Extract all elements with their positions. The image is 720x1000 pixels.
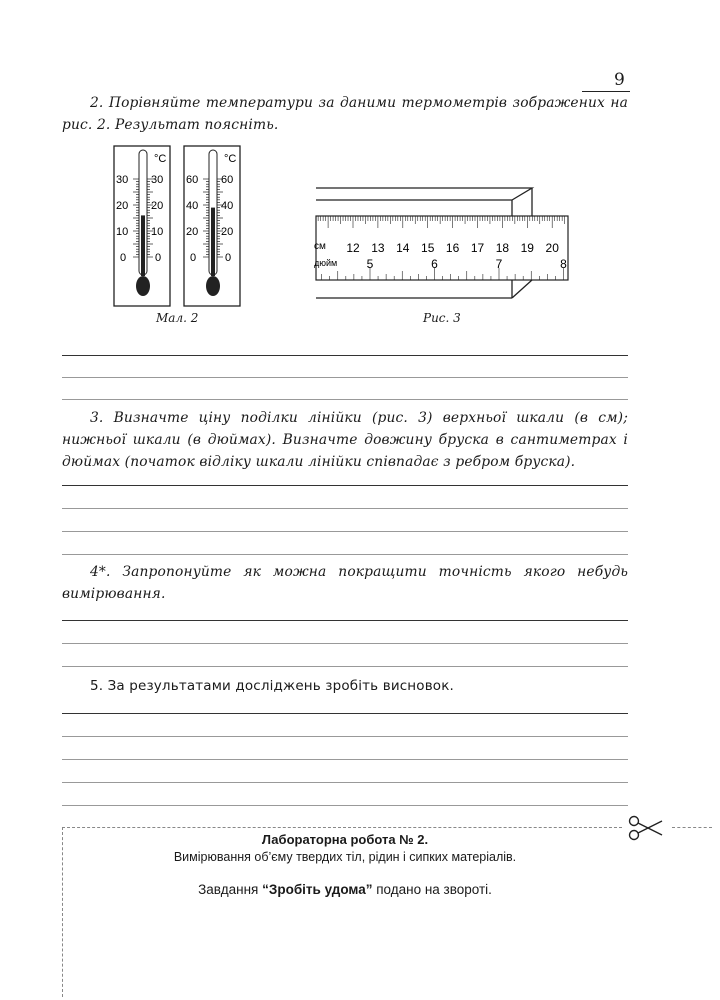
thermometer-1-bulb (136, 276, 150, 296)
answer-line (62, 377, 628, 378)
thermometer-1-liquid (141, 215, 145, 276)
thermometer-2-tick-left-0: 0 (190, 252, 197, 264)
cut-line (62, 827, 622, 828)
thermometer-2-unit: °C (224, 153, 237, 165)
thermometer-2-tick-right-60: 60 (221, 174, 234, 186)
answer-line (62, 759, 628, 760)
cm-label: 14 (396, 241, 410, 255)
lab-subtitle: Вимірювання об’єму твердих тіл, рідин і сипких матеріалів. (173, 850, 517, 864)
answer-line (62, 531, 628, 532)
inch-scale-label: дюйм (314, 258, 338, 268)
thermometer-1-unit: °C (154, 153, 167, 165)
thermometer-1 (114, 146, 170, 306)
thermometer-1-tick-right-30: 30 (151, 174, 164, 186)
thermometer-2-bulb (206, 276, 220, 296)
answer-line (62, 805, 628, 806)
answer-line (62, 643, 628, 644)
cm-label: 17 (470, 241, 485, 255)
task-2-text: 2. Порівняйте температури за даними термометрів зображених на рис. 2. Результат поясніть. (62, 95, 628, 133)
thermometer-2-tick-right-40: 40 (221, 200, 234, 212)
thermometer-2 (184, 146, 240, 306)
answer-line (62, 736, 628, 737)
answer-line (62, 508, 628, 509)
figure-3-caption: Рис. 3 (423, 311, 461, 325)
cm-label: 13 (371, 241, 385, 255)
cm-label: 15 (421, 241, 435, 255)
thermometer-1-tick-left-0: 0 (120, 252, 127, 264)
cm-label: 20 (545, 241, 559, 255)
lab-title: Лабораторна робота № 2. (261, 832, 429, 847)
cm-scale-numbers (346, 241, 559, 255)
cm-scale-label: см (314, 241, 326, 252)
thermometer-2-liquid (211, 208, 215, 276)
cut-line-end (672, 827, 712, 828)
thermometer-2-tick-right-0: 0 (225, 252, 232, 264)
inch-label: 8 (560, 257, 567, 271)
thermometer-1-tick-right-10: 10 (151, 226, 164, 238)
figure-2-thermometers (112, 140, 242, 312)
task-3 (62, 407, 628, 473)
inch-label: 7 (495, 257, 503, 271)
answer-line (62, 399, 628, 400)
cm-label: 12 (346, 241, 360, 255)
thermometer-2-tick-right-20: 20 (221, 226, 234, 238)
figure-3-ruler (300, 180, 575, 305)
answer-line (62, 713, 628, 714)
thermometer-2-tick-left-40: 40 (186, 200, 199, 212)
cm-label: 19 (520, 241, 534, 255)
answer-line (62, 620, 628, 621)
home-task-bold: “Зробіть удома” (262, 882, 373, 897)
home-task-prefix: Завдання (198, 882, 263, 897)
task-4 (62, 561, 628, 605)
answer-line (62, 554, 628, 555)
thermometer-1-tick-left-10: 10 (116, 226, 129, 238)
task-3-text: 3. Визначте ціну поділки лінійки (рис. 3) верхньої шкали (в см); нижньої шкали (в дюймах). Визначте довжину бруска в сантиметрах і дюймах (початок відліку шкали лінійки співпадає з ребром бруска). (62, 410, 628, 470)
thermometer-1-tick-left-20: 20 (116, 200, 129, 212)
scissors-icon (628, 815, 664, 841)
thermometer-1-tick-left-30: 30 (116, 174, 129, 186)
inch-label: 5 (366, 257, 374, 271)
task-4-text: 4*. Запропонуйте як можна покращити точність якого небудь вимірювання. (62, 564, 628, 602)
task-2 (62, 92, 628, 136)
answer-line (62, 782, 628, 783)
thermometer-2-tick-left-60: 60 (186, 174, 199, 186)
home-task-note (62, 882, 628, 897)
page-number: 9 (614, 70, 625, 90)
home-task-suffix: подано на звороті. (372, 882, 492, 897)
task-5-text: 5. За результатами досліджень зробіть висновок. (90, 678, 454, 694)
thermometer-1-tick-right-0: 0 (155, 252, 162, 264)
thermometer-1-tick-right-20: 20 (151, 200, 164, 212)
answer-line (62, 355, 628, 356)
cm-label: 18 (495, 241, 510, 255)
answer-line (62, 485, 628, 486)
task-5 (62, 675, 628, 697)
cm-label: 16 (445, 241, 460, 255)
figure-2-caption: Мал. 2 (156, 311, 199, 325)
inch-label: 6 (431, 257, 438, 271)
answer-line (62, 666, 628, 667)
thermometer-2-tick-left-20: 20 (186, 226, 199, 238)
